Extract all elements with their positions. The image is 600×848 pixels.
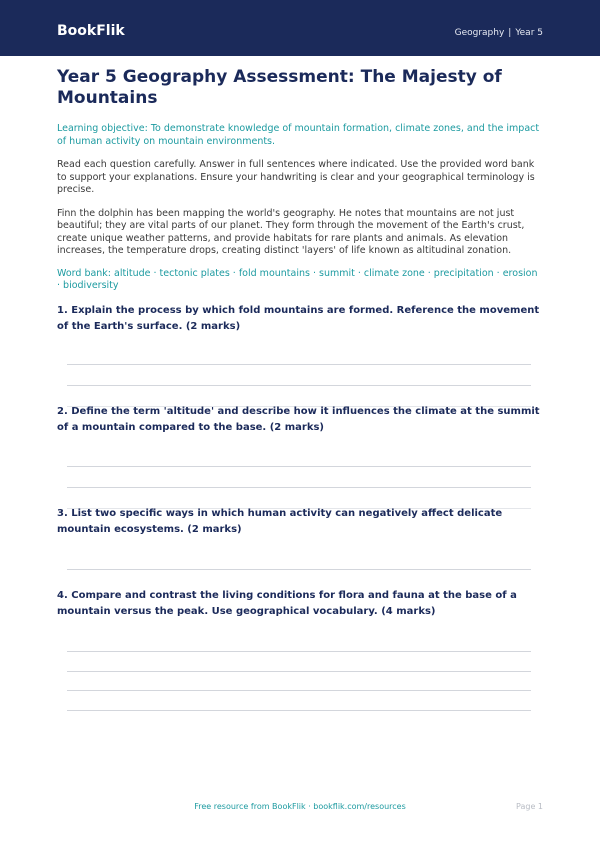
brand-logo-text: BookFlik — [57, 23, 125, 39]
question-4: 4. Compare and contrast the living conditions for flora and fauna at the base of a mountain versus the peak. Use geographical vocabulary. (4 marks) — [57, 590, 517, 617]
answer-line-q4-1[interactable] — [67, 651, 531, 652]
intro-section — [57, 67, 543, 293]
answer-line-q4-2[interactable] — [67, 671, 531, 672]
answer-line-q2-1[interactable] — [67, 466, 531, 467]
answer-line-q3-1[interactable] — [67, 569, 531, 570]
learning-objective: Learning objective: To demonstrate knowledge of mountain formation, climate zones, and the impact of human activity on mountain environments. — [57, 123, 540, 147]
footer-resource-link[interactable]: Free resource from BookFlik · bookflik.com/resources — [194, 802, 406, 811]
answer-line-q2-2[interactable] — [67, 487, 531, 488]
header-year: Year 5 — [515, 28, 543, 38]
answer-line-q4-3[interactable] — [67, 690, 531, 691]
question-2: 2. Define the term 'altitude' and describe how it influences the climate at the summit of a mountain compared to the base. (2 marks) — [57, 406, 540, 433]
question-3: 3. List two specific ways in which human activity can negatively affect delicate mountain ecosystems. (2 marks) — [57, 508, 503, 535]
header-subject: Geography — [454, 28, 505, 38]
header-meta — [455, 27, 543, 39]
page-header — [0, 0, 600, 56]
answer-line-q4-4[interactable] — [67, 710, 531, 711]
answer-line-q1-1[interactable] — [67, 364, 531, 365]
header-separator: | — [508, 28, 512, 38]
answer-line-q1-2[interactable] — [67, 385, 531, 386]
word-bank: Word bank: altitude · tectonic plates · fold mountains · summit · climate zone · precipitation · erosion · biodiversity — [57, 267, 538, 291]
intro-paragraph: Finn the dolphin has been mapping the world's geography. He notes that mountains are not just beautiful; they are vital parts of our planet. They form through the movement of the Earth's crust, create unique weather patterns, and provide habitats for rare plants and animals. As elevation increases, the temperature drops, creating distinct 'layers' of life known as altitudinal zonation. — [57, 207, 525, 256]
page-number: Page 1 — [516, 802, 543, 811]
question-1: 1. Explain the process by which fold mountains are formed. Reference the movement of the Earth's surface. (2 marks) — [57, 305, 540, 332]
page-title: Year 5 Geography Assessment: The Majesty of Mountains — [57, 67, 502, 108]
instructions-paragraph: Read each question carefully. Answer in full sentences where indicated. Use the provided word bank to support your explanations. Ensure your handwriting is clear and your geographical terminology is precise. — [57, 159, 535, 195]
